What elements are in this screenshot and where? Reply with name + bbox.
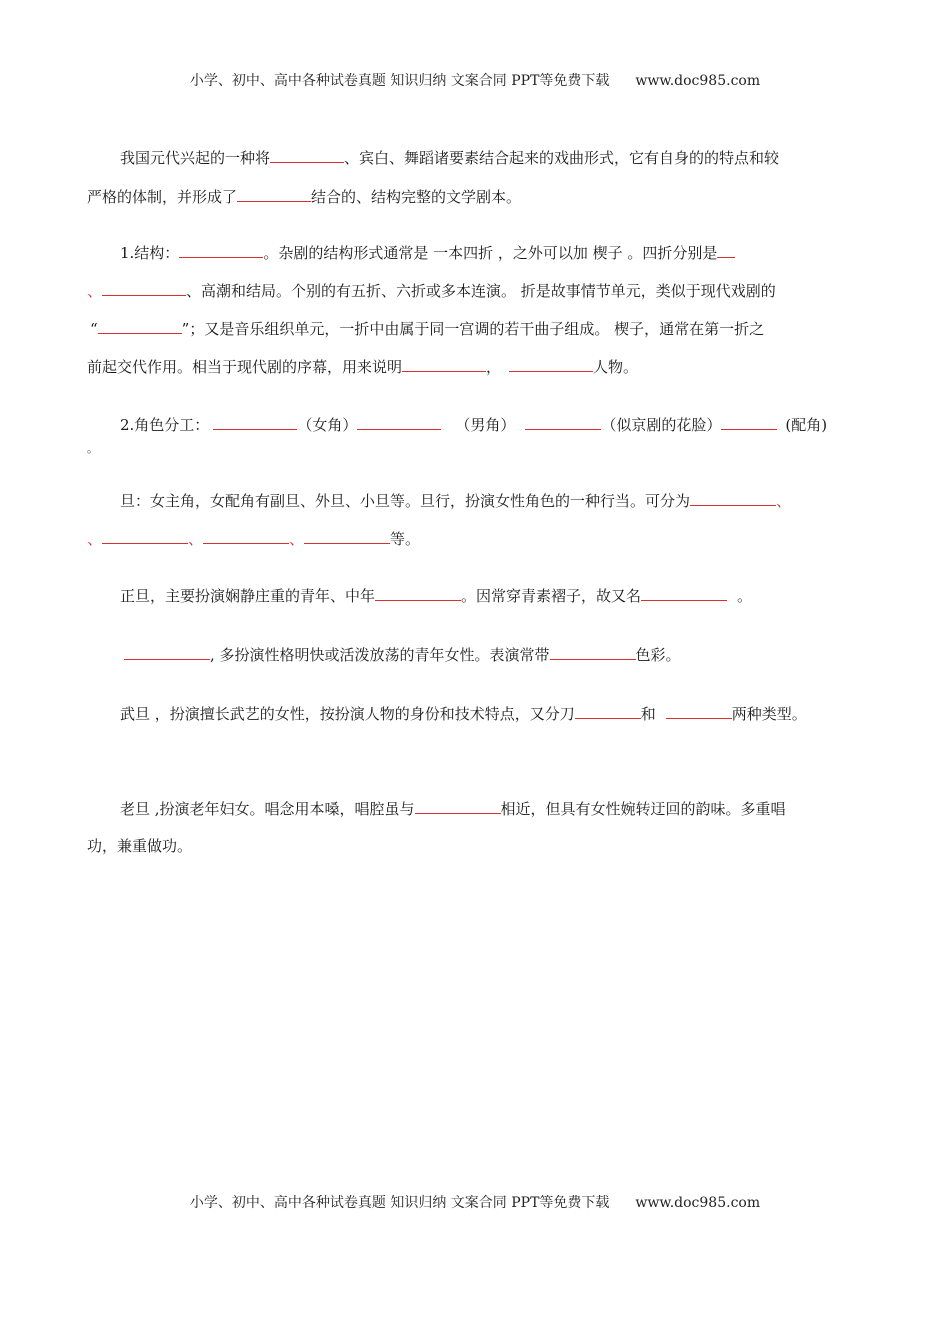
para-6 [124, 644, 681, 665]
para-3-line-1 [120, 414, 827, 435]
answer-blank[interactable] [666, 704, 732, 719]
text: 前起交代作用。相当于现代剧的序幕，用来说明 [87, 358, 403, 376]
answer-blank[interactable] [717, 243, 735, 258]
text: 相近，但具有女性婉转迂回的韵味。多重唱 [500, 800, 786, 818]
text: (配角) [785, 416, 828, 434]
para-8-line-2 [87, 835, 192, 856]
text: （男角） [455, 416, 516, 434]
text: 功，兼重做功。 [87, 837, 193, 855]
answer-blank[interactable] [509, 357, 593, 372]
answer-blank[interactable] [124, 645, 210, 660]
answer-blank[interactable] [575, 704, 641, 719]
text: 。杂剧的结构形式通常是 一本四折 ，之外可以加 楔子 。四折分别是 [263, 244, 718, 262]
text: 2.角色分工： [120, 416, 210, 434]
text: 1.结构： [120, 244, 180, 262]
footer-text: 小学、初中、高中各种试卷真题 知识归纳 文案合同 PPT等免费下载 [189, 1195, 610, 1211]
text: 、高潮和结局。个别的有五折、六折或多本连演。 折是故事情节单元，类似于现代戏剧的 [186, 282, 776, 300]
para-3-line-2 [87, 440, 98, 456]
answer-blank[interactable] [98, 319, 182, 334]
text: 和 [640, 705, 656, 723]
answer-blank[interactable] [415, 799, 501, 814]
para-2-line-1 [120, 242, 735, 263]
answer-blank[interactable] [270, 148, 344, 163]
answer-blank[interactable] [102, 281, 186, 296]
para-1-line-2 [87, 186, 521, 207]
answer-blank[interactable] [102, 529, 188, 544]
text: 严格的体制，并形成了 [87, 188, 238, 206]
text: 、宾白、舞蹈诸要素结合起来的戏曲形式，它有自身的的特点和较 [344, 149, 780, 167]
answer-blank[interactable] [357, 415, 441, 430]
text: （似京剧的花脸） [601, 416, 722, 434]
para-2-line-2 [87, 280, 776, 301]
text: “ [90, 320, 98, 338]
text: 结合的、结构完整的文学剧本。 [311, 188, 522, 206]
header-url: www.doc985.com [635, 73, 761, 89]
text: 两种类型。 [731, 705, 807, 723]
text: 。 [737, 587, 753, 605]
text: 。因常穿青素褶子，故又名 [461, 587, 642, 605]
answer-blank[interactable] [690, 491, 776, 506]
answer-blank[interactable] [525, 415, 601, 430]
text: 人物。 [593, 358, 639, 376]
answer-blank[interactable] [641, 586, 727, 601]
page-header [0, 70, 950, 90]
text: 、 [188, 530, 204, 548]
text: （女角） [297, 416, 358, 434]
text: 、 [289, 530, 305, 548]
text: 我国元代兴起的一种将 [120, 149, 271, 167]
para-4-line-2 [87, 528, 420, 549]
para-2-line-3 [90, 318, 764, 339]
text: ， [486, 358, 502, 376]
text: 正旦，主要扮演娴静庄重的青年、中年 [120, 587, 376, 605]
answer-blank[interactable] [375, 586, 461, 601]
answer-blank[interactable] [304, 529, 390, 544]
answer-blank[interactable] [721, 415, 777, 430]
para-1-line-1 [120, 147, 779, 168]
text: 武旦 ，扮演擅长武艺的女性，按扮演人物的身份和技术特点，又分刀 [120, 705, 575, 723]
answer-blank[interactable] [213, 415, 297, 430]
text: 色彩。 [635, 646, 681, 664]
answer-blank[interactable] [203, 529, 289, 544]
text: 。 [87, 442, 98, 455]
text: 、 [87, 530, 103, 548]
page-footer [0, 1192, 950, 1212]
text: , 多扮演性格明快或活泼放荡的青年女性。表演常带 [210, 646, 550, 664]
para-2-line-4 [87, 356, 638, 377]
text: 等。 [390, 530, 421, 548]
para-7 [120, 703, 807, 724]
text: 老旦 ,扮演老年妇女。唱念用本嗓，唱腔虽与 [120, 800, 415, 818]
text: ”；又是音乐组织单元，一折中由属于同一宫调的若干曲子组成。 楔子，通常在第一折之 [181, 320, 765, 338]
para-4-line-1 [120, 490, 791, 511]
para-5 [120, 585, 752, 606]
footer-url: www.doc985.com [635, 1195, 761, 1211]
text: 旦：女主角，女配角有副旦、外旦、小旦等。旦行，扮演女性角色的一种行当。可分为 [120, 492, 691, 510]
text: 、 [87, 282, 103, 300]
header-text: 小学、初中、高中各种试卷真题 知识归纳 文案合同 PPT等免费下载 [189, 73, 610, 89]
answer-blank[interactable] [179, 243, 263, 258]
answer-blank[interactable] [402, 357, 486, 372]
text: 、 [776, 492, 792, 510]
answer-blank[interactable] [237, 187, 311, 202]
para-8-line-1 [120, 798, 786, 819]
answer-blank[interactable] [550, 645, 636, 660]
